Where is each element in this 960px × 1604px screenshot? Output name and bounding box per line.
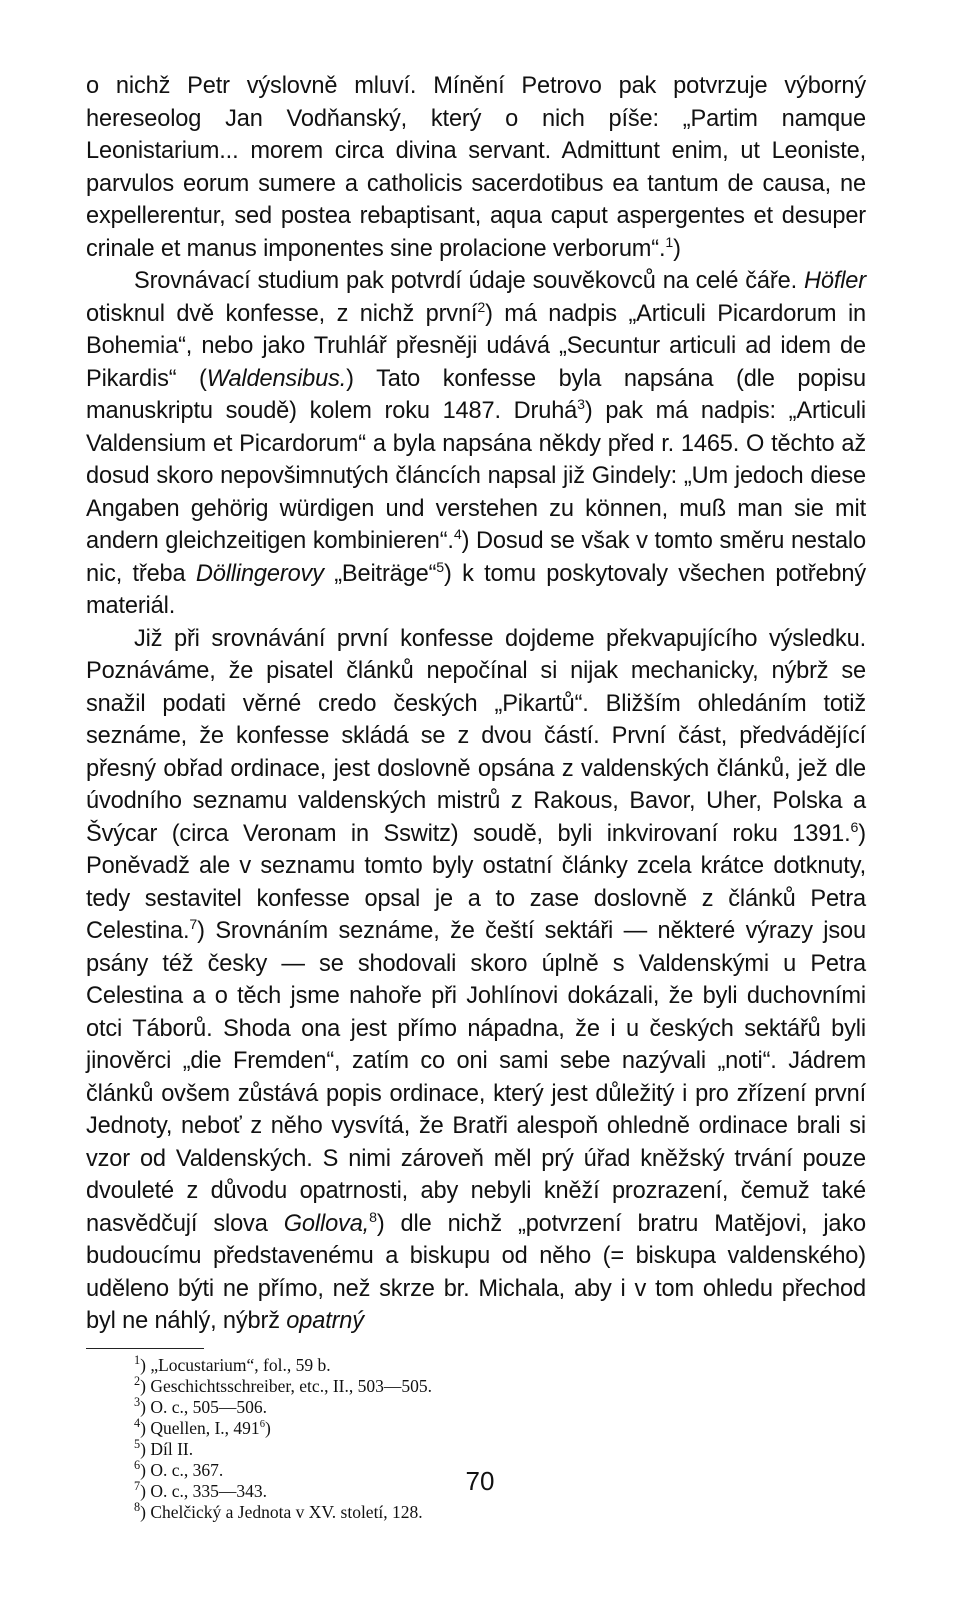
footnote-text-tail: ) bbox=[264, 1417, 271, 1438]
body-text bbox=[86, 70, 866, 1338]
footnote-text: Geschichtsschreiber, etc., II., 503—505. bbox=[150, 1375, 432, 1396]
footnote-ref: 8 bbox=[369, 1209, 377, 1226]
italic-text: Gollova, bbox=[283, 1210, 370, 1237]
italic-text: Waldensibus. bbox=[206, 365, 347, 392]
italic-text: opatrný bbox=[286, 1308, 364, 1334]
text-run: o nichž Petr výslovně mluví. Mínění Petrovo pak potvrzuje výborný hereseolog Jan Vodňanský, který o nich píše: „Partim namque Leonistarium... morem circa divina servant. Admittunt enim, ut Leoniste, parvulos eorum sumere a catholicis sacerdotibus ea tantum de causa, ne expellerentur, sed postea rebaptisant, aqua caput aspergentes et desuper crinale et manus imponentes sine prolacione verborum“. bbox=[86, 73, 866, 262]
text-run: otisknul dvě konfesse, z nichž první bbox=[86, 300, 478, 327]
footnote-number: $^8$) bbox=[134, 1499, 151, 1522]
text-run: ) má nadpis „Articuli Picardorum in Bohemia“, nebo jako Truhlář přesněji udává „Secuntur articuli ad idem de Pikardis“ ( bbox=[86, 300, 867, 392]
text-run: ) dle nichž „potvrzení bratru Matějovi, jako budoucímu představenému a biskupu od něho (= biskupa valdenského) uděleno býti ne přímo, než skrze br. Michala, aby i v tom ohledu přechod byl ne náhlý, nýbrž bbox=[86, 1210, 867, 1334]
text-run: ) k tomu poskytovaly všechen potřebný materiál. bbox=[86, 560, 867, 619]
footnote-ref: 1 bbox=[665, 234, 674, 251]
text-run: ) Tato konfesse byla napsána (dle popisu manuskriptu soudě) kolem roku 1487. Druhá bbox=[86, 365, 866, 424]
footnote-item bbox=[86, 1394, 866, 1418]
paragraph bbox=[86, 623, 866, 1338]
footnote-number: $^6$) bbox=[134, 1457, 151, 1480]
footnote-item bbox=[86, 1373, 866, 1397]
footnote-text: Quellen, I., 491 bbox=[150, 1417, 260, 1438]
text-run: ) Dosud se však v tomto směru nestalo nic, třeba bbox=[86, 528, 866, 587]
footnote-item bbox=[86, 1415, 866, 1439]
paragraph bbox=[86, 70, 866, 265]
footnote-item bbox=[86, 1499, 866, 1523]
footnote-number: $^3$) bbox=[134, 1394, 151, 1417]
footnote-text: Chelčický a Jednota v XV. století, 128. bbox=[150, 1501, 423, 1522]
footnote-item bbox=[86, 1352, 866, 1376]
footnote-number: $^1$) bbox=[134, 1352, 151, 1375]
italic-text: Döllingerovy bbox=[195, 560, 324, 587]
italic-text: Höfler bbox=[803, 268, 866, 294]
footnote-text: O. c., 367. bbox=[150, 1459, 224, 1480]
footnote-number: $^2$) bbox=[134, 1373, 151, 1396]
footnote-ref: 5 bbox=[436, 559, 445, 576]
footnote-item bbox=[86, 1436, 866, 1460]
text-run: ) Poněvadž ale v seznamu tomto byly ostatní články zcela krátce dotknuty, tedy sestavitel konfesse opsal je a to zase doslovně z článků Petra Celestina. bbox=[86, 820, 866, 944]
footnotes bbox=[86, 1352, 866, 1523]
text-run: Již při srovnávání první konfesse dojdeme překvapujícího výsledku. Poznáváme, že pisatel článků nepočínal si nijak mechanicky, nýbrž se snažil podati věrné credo českých „Pikartů“. Bližším ohledáním totiž seznáme, že konfesse skládá se z dvou částí. První část, předvádějící přesný obřad ordinace, jest doslovně opsána z valdenských článků, jež dle úvodního seznamu valdenských mistrů z Rakous, Bavor, Uher, Polska a Švýcar (circa Veronam in Sswitz) soudě, byli inkvirovaní roku 1391. bbox=[86, 625, 866, 847]
footnote-superscript: 6 bbox=[259, 1418, 265, 1430]
footnote-divider bbox=[86, 1348, 204, 1349]
footnote-number: $^7$) bbox=[134, 1478, 151, 1501]
text-run: ) Srovnáním seznáme, že čeští sektáři — některé výrazy jsou psány též česky — se shodovali skoro úplně s Valdenskými u Petra Celestina a o těch jsme nahoře při Johlínovi dokázali, že byli duchovními otci Táborů. Shoda ona jest přímo nápadna, že i u českých sektářů byli jinověrci „die Fremden“, zatím co oni sami sebe nazývali „noti“. Jádrem článků ovšem zůstává popis ordinace, který jest důležitý i pro zřízení první Jednoty, neboť z něho vysvítá, že Bratři alespoň ohledně ordinace brali si vzor od Valdenských. S nimi zároveň měl prý úřad kněžský trvání pouze dvouleté z důvodu opatrnosti, aby nebyli kněží prozrazení, čemuž také nasvědčují slova bbox=[86, 918, 866, 1237]
footnote-ref: 6 bbox=[850, 819, 859, 836]
paragraph bbox=[86, 265, 866, 623]
footnote-text: O. c., 505—506. bbox=[150, 1396, 267, 1417]
footnote-text: Díl II. bbox=[150, 1438, 194, 1459]
page-number: 70 bbox=[465, 1466, 495, 1496]
footnote-ref: 7 bbox=[189, 917, 198, 934]
footnote-text: „Locustarium“, fol., 59 b. bbox=[150, 1354, 331, 1375]
footnote-number: $^4$) bbox=[134, 1415, 151, 1438]
text-run: Srovnávací studium pak potvrdí údaje souvěkovců na celé čáře. bbox=[134, 268, 804, 294]
text-run: „Beiträge“ bbox=[323, 560, 437, 587]
footnote-ref: 4 bbox=[453, 527, 462, 544]
footnote-text: O. c., 335—343. bbox=[150, 1480, 267, 1501]
text-run: ) pak má nadpis: „Articuli Valdensium et Picardorum“ a byla napsána někdy před r. 1465. O těchto až dosud skoro nepovšimnutých článcích napsal již Gindely: „Um jedoch diese Angaben gehörig würdigen und verstehen zu können, muß man sie mit andern gleichzeitigen kombinieren“. bbox=[86, 398, 866, 554]
page bbox=[86, 70, 866, 1523]
text-run: ) bbox=[673, 235, 681, 262]
footnote-ref: 3 bbox=[577, 397, 585, 414]
footnote-ref: 2 bbox=[477, 299, 486, 316]
footnote-number: $^5$) bbox=[134, 1436, 151, 1459]
